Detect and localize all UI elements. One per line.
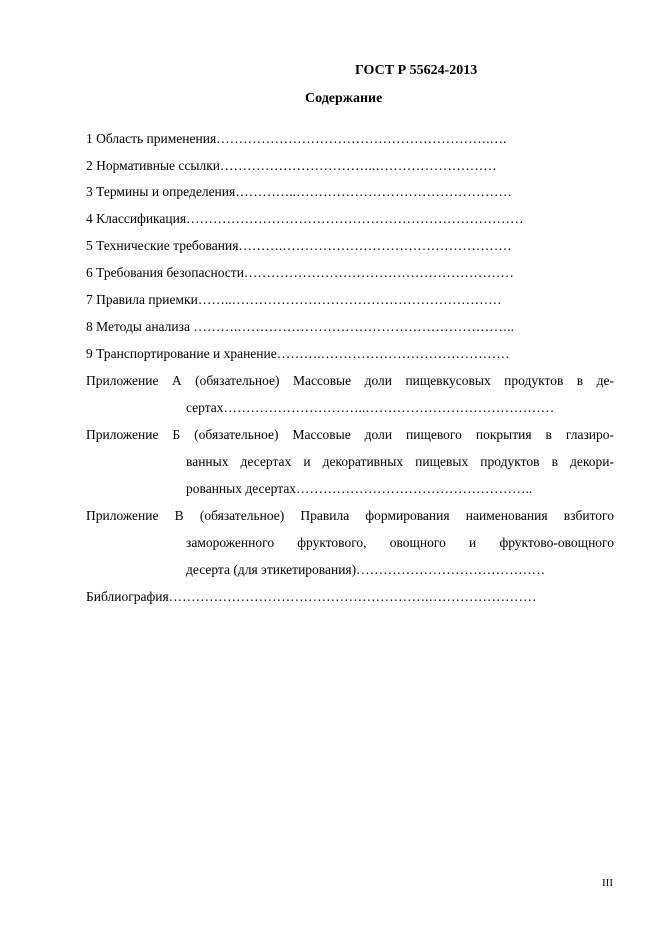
toc-item-9: 9 Транспортирование и хранение……….…………………………………… xyxy=(86,346,510,361)
document-code: ГОСТ Р 55624-2013 xyxy=(355,63,478,78)
toc-item-3: 3 Термины и определения…………..………………………………………… xyxy=(86,184,512,199)
toc-appendix-b-line-3: рованных десертах…………………………………………….. xyxy=(186,481,533,496)
toc-appendix-v-line-2: замороженного фруктового, овощного и фруктово-овощного xyxy=(186,535,614,550)
toc-item-5: 5 Технические требования……….…………………………………………… xyxy=(86,238,512,253)
toc-item-4: 4 Классификация………………………………………………………………… xyxy=(86,211,524,226)
toc-appendix-a-line-1: Приложение А (обязательное) Массовые доли пищевкусовых продуктов в де- xyxy=(86,373,614,388)
toc-appendix-b-line-2: ванных десертах и декоративных пищевых продуктов в декори- xyxy=(186,454,614,469)
toc-title: Содержание xyxy=(305,91,383,106)
toc-item-8: 8 Методы анализа ……….…………………………………………………….. xyxy=(86,319,514,334)
toc-appendix-v-line-3: десерта (для этикетирования)…………………………………… xyxy=(186,562,546,577)
toc-bibliography: Библиография………………………………………………….…………………… xyxy=(86,589,537,604)
toc-item-1: 1 Область применения…………………………………………………….…. xyxy=(86,131,507,146)
toc-appendix-v-line-1: Приложение В (обязательное) Правила формирования наименования взбитого xyxy=(86,508,614,523)
toc-item-6: 6 Требования безопасности…………………………………………………… xyxy=(86,265,514,280)
page-number: III xyxy=(602,877,613,889)
toc-item-7: 7 Правила приемки……..…………………………………………………… xyxy=(86,292,502,307)
toc-item-2: 2 Нормативные ссылки……………………………..……………………… xyxy=(86,158,497,173)
toc-appendix-a-line-2: сертах…………………………..…………………………………… xyxy=(186,400,555,415)
toc-appendix-b-line-1: Приложение Б (обязательное) Массовые доли пищевого покрытия в глазиро- xyxy=(86,427,614,442)
